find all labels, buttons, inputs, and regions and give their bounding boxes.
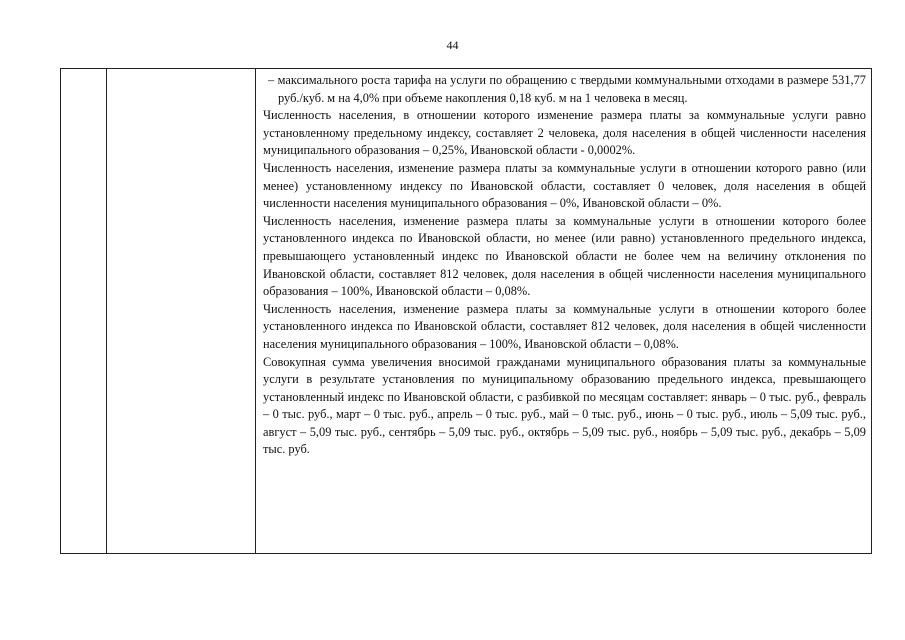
paragraph-bullet: – максимального роста тарифа на услуги по обращению с твердыми коммунальными отходами в размере 531,77 руб./куб. м на 4,0% при объеме накопления 0,18 куб. м на 1 человека в месяц. <box>268 73 866 105</box>
table-cell-content <box>263 72 866 459</box>
column-divider-2 <box>255 69 256 553</box>
paragraph-population-above-regional-index: Численность населения, изменение размера платы за коммунальные услуги в отношении которого более установленного индекса по Ивановской области, составляет 812 человек, доля населения в общей численности населения муниципального образования – 100%, Ивановской области – 0,08%. <box>263 301 866 351</box>
paragraph-population-equal-regional-index: Численность населения, изменение размера платы за коммунальные услуги в отношении которого равно (или менее) установленному индексу по Ивановской области, составляет 0 человек, доля населения в общей численности населения муниципального образования – 0%, Ивановской области – 0%. <box>263 160 866 211</box>
document-table <box>60 68 872 554</box>
paragraph-population-between-indexes: Численность населения, изменение размера платы за коммунальные услуги в отношении которого более установленного индекса по Ивановской области, но менее (или равно) установленного предельного индекса, превышающего установленный индекс по Ивановской области не более чем на величину отклонения по Ивановской области, составляет 812 человек, доля населения в общей численности населения муниципального образования – 100%, Ивановской области – 0,08%. <box>263 213 866 299</box>
paragraph-population-limit-index: Численность населения, в отношении которого изменение размера платы за коммунальные услуги равно установленному предельному индексу, составляет 2 человека, доля населения в общей численности населения муниципального образования – 0,25%, Ивановской области - 0,0002%. <box>263 108 866 158</box>
paragraph-total-payment-increase: Совокупная сумма увеличения вносимой гражданами муниципального образования платы за коммунальные услуги в результате установления по муниципальному образованию предельного индекса, превышающего установленный индекс по Ивановской области, с разбивкой по месяцам составляет: январь – 0 тыс. руб., февраль – 0 тыс. руб., март – 0 тыс. руб., апрель – 0 тыс. руб., май – 0 тыс. руб., июнь – 0 тыс. руб., июль – 5,09 тыс. руб., август – 5,09 тыс. руб., сентябрь – 5,09 тыс. руб., октябрь – 5,09 тыс. руб., ноябрь – 5,09 тыс. руб., декабрь – 5,09 тыс. руб. <box>263 354 866 457</box>
page-number: 44 <box>446 38 459 52</box>
column-divider-1 <box>106 69 107 553</box>
